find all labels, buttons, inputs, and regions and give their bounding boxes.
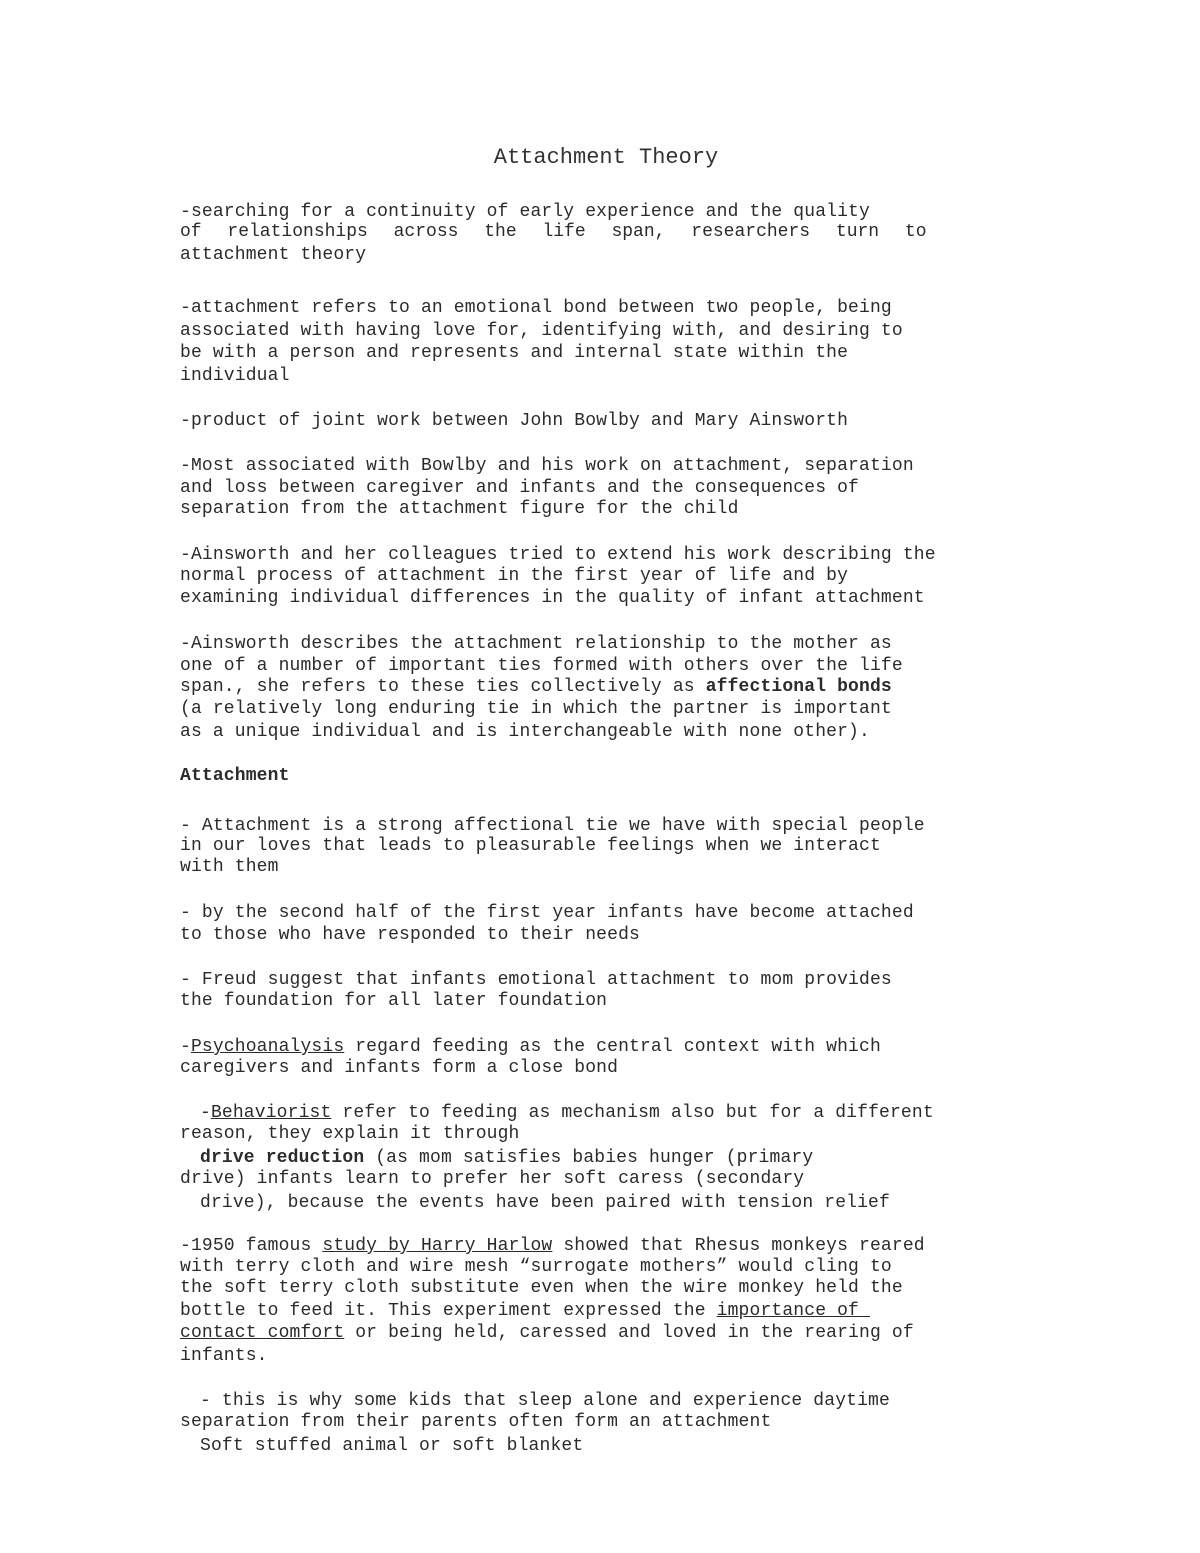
- page-title: Attachment Theory: [493, 145, 719, 170]
- underlined-term: contact comfort: [180, 1323, 345, 1343]
- paragraph-line: [180, 1300, 870, 1322]
- paragraph-line: the foundation for all later foundation: [180, 991, 608, 1011]
- bold-term: drive reduction: [200, 1148, 365, 1168]
- text-run: (as mom satisfies babies hunger (primary: [364, 1148, 814, 1168]
- paragraph-line: to those who have responded to their needs: [180, 925, 640, 945]
- paragraph-line: separation from the attachment figure for the child: [180, 499, 739, 519]
- underlined-term: Psychoanalysis: [190, 1037, 345, 1057]
- paragraph-line: of relationships across the life span, researchers turn to: [180, 222, 927, 242]
- paragraph-line: associated with having love for, identifying with, and desiring to: [180, 321, 903, 341]
- paragraph-line: drive), because the events have been paired with tension relief: [200, 1193, 890, 1213]
- paragraph-line: [180, 1235, 925, 1257]
- paragraph-line: Soft stuffed animal or soft blanket: [200, 1436, 584, 1456]
- paragraph-line: - this is why some kids that sleep alone and experience daytime: [200, 1391, 890, 1411]
- paragraph-line: -Ainsworth describes the attachment relationship to the mother as: [180, 634, 892, 654]
- text-run: refer to feeding as mechanism also but for a different: [331, 1103, 934, 1123]
- text-run: -: [180, 1037, 191, 1057]
- underlined-term: importance of: [716, 1301, 870, 1321]
- paragraph-line: with them: [180, 857, 279, 877]
- paragraph-line: examining individual differences in the quality of infant attachment: [180, 588, 925, 608]
- paragraph-line: [200, 1102, 934, 1124]
- paragraph-line: with terry cloth and wire mesh “surrogate mothers” would cling to: [180, 1257, 892, 1277]
- paragraph-line: drive) infants learn to prefer her soft caress (secondary: [180, 1169, 805, 1189]
- paragraph-line: (a relatively long enduring tie in which the partner is important: [180, 699, 892, 719]
- underlined-term: study by Harry Harlow: [322, 1236, 553, 1256]
- text-run: or being held, caressed and loved in the rearing of: [344, 1323, 914, 1343]
- paragraph-line: [180, 1322, 914, 1344]
- paragraph-line: reason, they explain it through: [180, 1124, 520, 1144]
- text-run: -: [200, 1103, 211, 1123]
- text-run: span., she refers to these ties collectively as: [180, 677, 706, 697]
- paragraph-line: -Ainsworth and her colleagues tried to extend his work describing the: [180, 545, 936, 565]
- bold-term: affectional bonds: [705, 677, 892, 697]
- section-heading: Attachment: [180, 766, 290, 786]
- paragraph-line: individual: [180, 366, 290, 386]
- paragraph-line: the soft terry cloth substitute even when the wire monkey held the: [180, 1278, 903, 1298]
- paragraph-line: as a unique individual and is interchangeable with none other).: [180, 722, 870, 742]
- paragraph-line: be with a person and represents and internal state within the: [180, 343, 849, 363]
- paragraph-line: [180, 676, 892, 698]
- paragraph-line: and loss between caregiver and infants and the consequences of: [180, 478, 860, 498]
- text-run: showed that Rhesus monkeys reared: [552, 1236, 925, 1256]
- paragraph-line: -Most associated with Bowlby and his work on attachment, separation: [180, 456, 914, 476]
- text-run: regard feeding as the central context with which: [344, 1037, 881, 1057]
- underlined-term: Behaviorist: [210, 1103, 332, 1123]
- text-run: -1950 famous: [180, 1236, 323, 1256]
- paragraph-line: normal process of attachment in the first year of life and by: [180, 566, 849, 586]
- paragraph-line: one of a number of important ties formed with others over the life: [180, 656, 903, 676]
- paragraph-line: [200, 1147, 813, 1169]
- paragraph-line: in our loves that leads to pleasurable feelings when we interact: [180, 836, 881, 856]
- paragraph-line: infants.: [180, 1346, 268, 1366]
- text-run: bottle to feed it. This experiment expressed the: [180, 1301, 717, 1321]
- paragraph-line: -product of joint work between John Bowlby and Mary Ainsworth: [180, 411, 849, 431]
- paragraph-line: -searching for a continuity of early experience and the quality: [180, 202, 870, 222]
- paragraph-line: - Freud suggest that infants emotional attachment to mom provides: [180, 970, 892, 990]
- paragraph-line: separation from their parents often form an attachment: [180, 1412, 772, 1432]
- paragraph-line: attachment theory: [180, 245, 367, 265]
- paragraph-line: - by the second half of the first year infants have become attached: [180, 903, 914, 923]
- paragraph-line: - Attachment is a strong affectional tie we have with special people: [180, 816, 925, 836]
- paragraph-line: [180, 1036, 881, 1058]
- paragraph-line: -attachment refers to an emotional bond between two people, being: [180, 298, 892, 318]
- paragraph-line: caregivers and infants form a close bond: [180, 1058, 619, 1078]
